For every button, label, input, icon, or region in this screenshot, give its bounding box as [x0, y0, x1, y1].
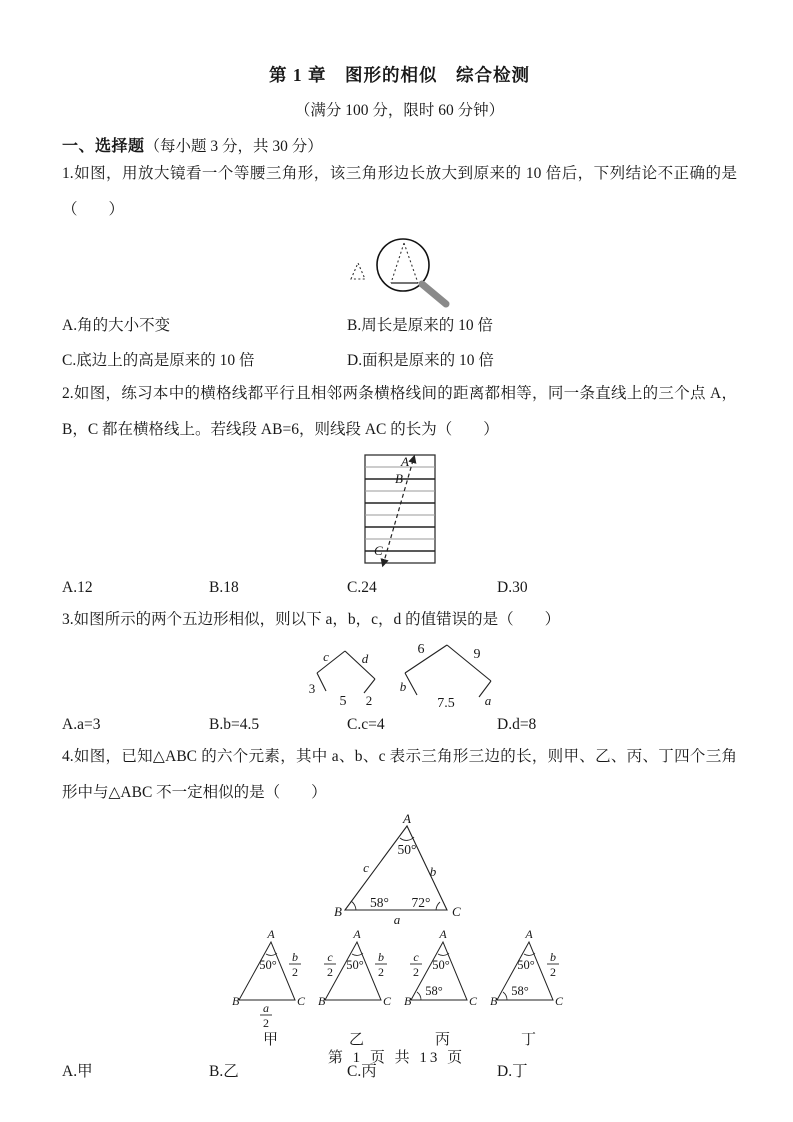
- question-2-figure: [62, 451, 737, 571]
- vertex-label-b: B: [231, 994, 239, 1009]
- vertex-label-a: A: [438, 928, 447, 942]
- sub-triangle-yi-figure: [317, 928, 397, 1028]
- side-label-b: b: [399, 679, 406, 695]
- sub-triangle-bing: [403, 928, 483, 1049]
- option-a: A.甲: [62, 1063, 93, 1081]
- magnifier-handle-icon: [422, 284, 446, 304]
- page-footer: 第 1 页 共 13 页: [327, 1050, 466, 1066]
- vertex-label-a: A: [266, 928, 275, 942]
- section-label: 一、选择题: [62, 138, 145, 155]
- fraction-bottom-num: a: [262, 1001, 269, 1016]
- side-label-9: 9: [473, 647, 480, 663]
- page-title: 第 1 章 图形的相似 综合检测: [269, 65, 530, 85]
- angle-label-50: 50°: [516, 958, 535, 973]
- vertex-label-a: A: [352, 928, 361, 942]
- question-4: [62, 739, 737, 1081]
- small-triangle-shape: [351, 263, 365, 279]
- fraction-right-den: 2: [549, 965, 556, 980]
- question-3-options: [62, 716, 737, 734]
- option-c: C.底边上的高是原来的 10 倍: [62, 352, 255, 370]
- angle-arc-c: [436, 902, 440, 910]
- question-1-options: [62, 313, 737, 370]
- vertex-label-c: C: [554, 994, 563, 1009]
- side-label-c: c: [322, 649, 329, 665]
- pentagon-small-side-c: [317, 651, 345, 673]
- angle-arc-b: [503, 992, 507, 1000]
- option-c: C.c=4: [347, 716, 385, 734]
- question-4-sub-figures: [62, 928, 737, 1049]
- side-label-a: a: [484, 693, 491, 709]
- triangle-name-bing: 丙: [434, 1032, 450, 1049]
- question-1-figure: [62, 227, 737, 309]
- fraction-right-den: 2: [377, 965, 384, 980]
- question-3: [62, 602, 737, 735]
- vertex-label-b: B: [317, 994, 325, 1009]
- vertex-label-c: C: [382, 994, 391, 1009]
- fraction-right-den: 2: [291, 965, 298, 980]
- vertex-label-a: A: [524, 928, 533, 942]
- fraction-bottom-den: 2: [262, 1016, 269, 1029]
- option-c: C.24: [347, 578, 377, 596]
- triangle-name-ding: 丁: [520, 1032, 536, 1049]
- vertex-label-c: C: [296, 994, 305, 1009]
- vertex-label-b: B: [333, 904, 342, 920]
- fraction-left-den: 2: [412, 965, 419, 980]
- vertex-label-a: A: [402, 814, 411, 827]
- option-b: B.周长是原来的 10 倍: [347, 317, 493, 335]
- pentagon-small-side-2: [364, 679, 375, 693]
- question-4-main-figure: [62, 814, 737, 926]
- pentagons-figure: [295, 637, 505, 711]
- option-b: B.乙: [209, 1063, 239, 1081]
- angle-label-72: 72°: [411, 895, 430, 911]
- side-label-3: 3: [308, 681, 315, 697]
- side-label-6: 6: [417, 642, 424, 658]
- sub-triangle-yi: [317, 928, 397, 1049]
- fraction-left-den: 2: [326, 965, 333, 980]
- magnifier-figure: [325, 227, 475, 309]
- question-1-text: 1.如图，用放大镜看一个等腰三角形，该三角形边长放大到原来的 10 倍后，下列结论不正确的是（ ）: [62, 165, 737, 218]
- option-a: A.a=3: [62, 716, 101, 734]
- pentagon-small-side-3: [317, 673, 326, 691]
- angle-label-50: 50°: [431, 958, 450, 973]
- angle-label-58: 58°: [424, 984, 443, 999]
- fraction-left-num: c: [412, 950, 419, 965]
- side-label-7-5: 7.5: [436, 696, 455, 712]
- question-2-text: 2.如图，练习本中的横格线都平行且相邻两条横格线间的距离都相等，同一条直线上的三个点 A，B，C 都在横格线上。若线段 AB=6，则线段 AC 的长为（ ）: [62, 385, 737, 438]
- vertex-label-b: B: [489, 994, 497, 1009]
- angle-arc-b: [351, 901, 356, 910]
- option-b: B.b=4.5: [209, 716, 260, 734]
- question-4-text: 4.如图，已知△ABC 的六个元素，其中 a、b、c 表示三角形三边的长，则甲、乙、丙、丁四个三角形中与△ABC 不一定相似的是（ ）: [62, 748, 737, 801]
- side-label-a: a: [393, 912, 400, 927]
- sub-triangle-bing-figure: [403, 928, 483, 1028]
- option-b: B.18: [209, 578, 239, 596]
- question-3-figure: [62, 637, 737, 711]
- vertex-label-c: C: [468, 994, 477, 1009]
- question-1: [62, 156, 737, 370]
- side-label-5: 5: [339, 694, 346, 710]
- fraction-right-num: b: [291, 950, 298, 965]
- fraction-left-num: c: [326, 950, 333, 965]
- triangle-name-yi: 乙: [348, 1032, 364, 1049]
- fraction-right-num: b: [377, 950, 384, 965]
- side-label-d: d: [361, 651, 368, 667]
- vertex-label-b: B: [403, 994, 411, 1009]
- label-point-b: B: [394, 470, 403, 486]
- pentagon-small-side-d: [345, 651, 375, 679]
- main-triangle-figure: [325, 814, 475, 926]
- fraction-right-num: b: [549, 950, 556, 965]
- section-note: （每小题 3 分，共 30 分）: [144, 138, 323, 155]
- pentagon-large-side-6: [405, 645, 447, 673]
- angle-arc-b: [417, 992, 421, 1000]
- angle-label-50: 50°: [397, 842, 416, 858]
- option-c: C.丙: [347, 1063, 377, 1081]
- option-d: D.d=8: [497, 716, 537, 734]
- option-a: A.12: [62, 578, 93, 596]
- question-3-text: 3.如图所示的两个五边形相似，则以下 a，b，c，d 的值错误的是（ ）: [62, 610, 561, 628]
- vertex-label-c: C: [451, 904, 461, 920]
- sub-triangle-ding-figure: [489, 928, 569, 1028]
- triangle-name-jia: 甲: [262, 1032, 278, 1049]
- option-a: A.角的大小不变: [62, 317, 171, 335]
- question-2-options: [62, 579, 737, 597]
- angle-label-50: 50°: [258, 958, 277, 973]
- question-2: [62, 376, 737, 596]
- sub-triangle-jia: [231, 928, 311, 1049]
- pentagon-large-side-b: [405, 673, 417, 695]
- angle-label-58: 58°: [510, 984, 529, 999]
- angle-label-50: 50°: [345, 958, 364, 973]
- pentagon-large-side-9: [447, 645, 491, 681]
- angle-label-58: 58°: [369, 895, 389, 911]
- option-d: D.30: [497, 578, 528, 596]
- lens-triangle-left-side: [391, 243, 404, 283]
- option-d: D.丁: [497, 1063, 528, 1081]
- notebook-grid-figure: [353, 451, 447, 571]
- sub-triangle-ding: [489, 928, 569, 1049]
- option-d: D.面积是原来的 10 倍: [347, 352, 494, 370]
- side-label-b: b: [429, 864, 436, 880]
- side-label-2: 2: [365, 693, 372, 709]
- exam-subtitle: （满分 100 分，限时 60 分钟）: [294, 102, 505, 119]
- lens-triangle-right-side: [404, 243, 418, 283]
- side-label-c: c: [362, 860, 369, 876]
- label-point-c: C: [373, 542, 383, 558]
- sub-triangle-jia-figure: [231, 928, 311, 1028]
- label-point-a: A: [400, 453, 409, 469]
- section-heading: [62, 133, 737, 156]
